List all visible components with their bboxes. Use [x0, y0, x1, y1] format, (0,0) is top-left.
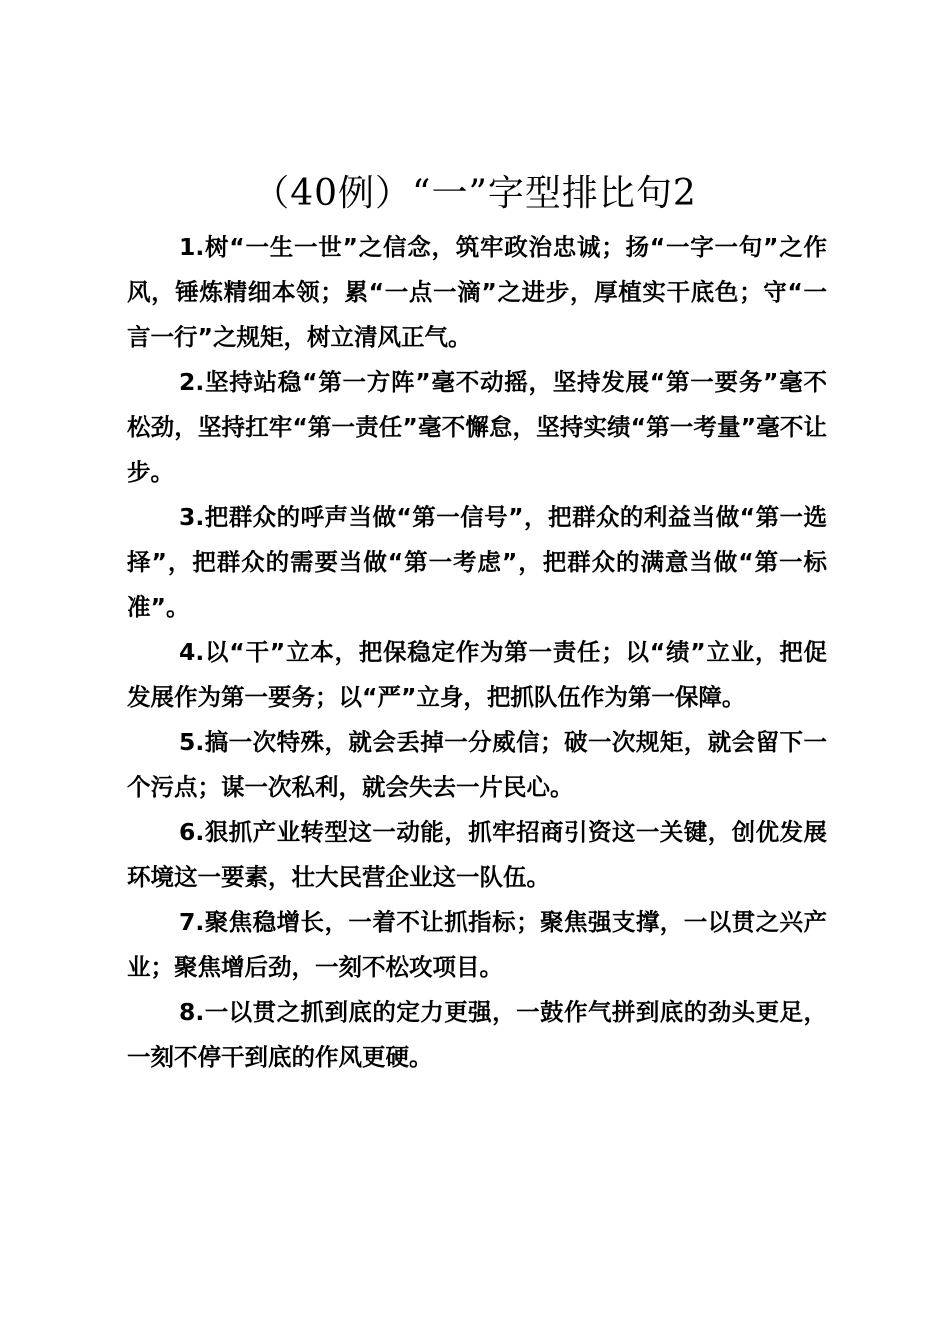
document-body [127, 225, 827, 1080]
paragraph-1: 1.树“一生一世”之信念，筑牢政治忠诚；扬“一字一句”之作风，锤炼精细本领；累“一点一滴”之进步，厚植实干底色；守“一言一行”之规矩，树立清风正气。 [127, 233, 827, 351]
paragraph-5: 5.搞一次特殊，就会丢掉一分威信；破一次规矩，就会留下一个污点；谋一次私利，就会失去一片民心。 [127, 728, 827, 801]
document-title: （40例）“一”字型排比句2 [253, 173, 697, 214]
paragraph-8: 8.一以贯之抓到底的定力更强，一鼓作气拼到底的劲头更足，一刻不停干到底的作风更硬。 [127, 998, 827, 1071]
paragraph-2: 2.坚持站稳“第一方阵”毫不动摇，坚持发展“第一要务”毫不松劲，坚持扛牢“第一责任”毫不懈怠，坚持实绩“第一考量”毫不让步。 [127, 368, 827, 486]
paragraph-4: 4.以“干”立本，把保稳定作为第一责任；以“绩”立业，把促发展作为第一要务；以“严”立身，把抓队伍作为第一保障。 [127, 638, 827, 711]
paragraph-3: 3.把群众的呼声当做“第一信号”，把群众的利益当做“第一选择”，把群众的需要当做“第一考虑”，把群众的满意当做“第一标准”。 [127, 503, 827, 621]
paragraph-7: 7.聚焦稳增长，一着不让抓指标；聚焦强支撑，一以贯之兴产业；聚焦增后劲，一刻不松攻项目。 [127, 908, 827, 981]
paragraph-6: 6.狠抓产业转型这一动能，抓牢招商引资这一关键，创优发展环境这一要素，壮大民营企业这一队伍。 [127, 818, 827, 891]
